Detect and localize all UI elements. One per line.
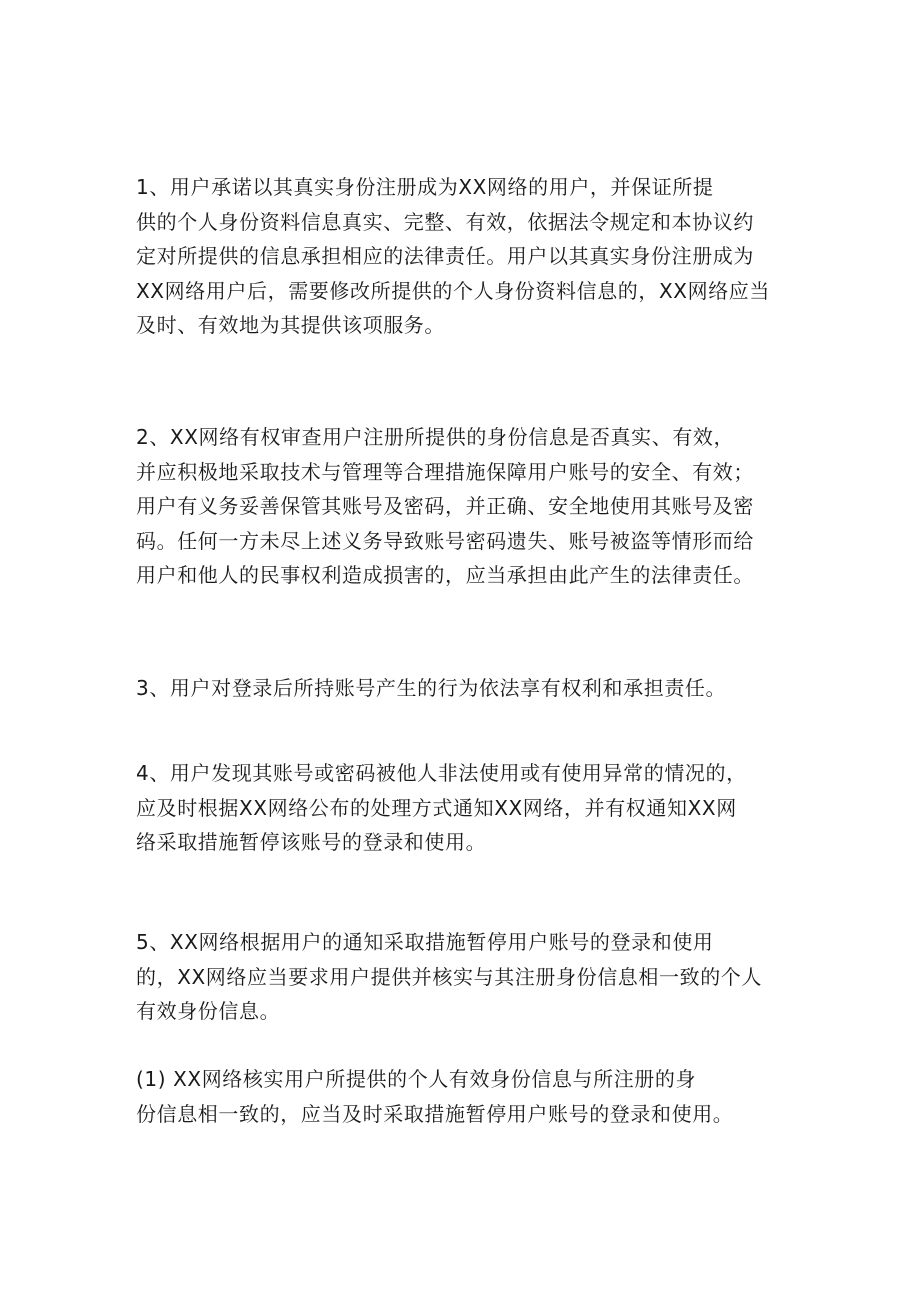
paragraph-2 — [136, 420, 788, 593]
paragraph-1-line: 1、用户承诺以其真实身份注册成为XX网络的用户，并保证所提 — [136, 175, 714, 199]
paragraph-2-line: 码。任何一方未尽上述义务导致账号密码遗失、账号被盗等情形而给 — [136, 528, 754, 553]
paragraph-1-line: 供的个人身份资料信息真实、完整、有效，依据法令规定和本协议约 — [136, 209, 754, 234]
paragraph-6-line: 份信息相一致的，应当及时采取措施暂停用户账号的登录和使用。 — [136, 1101, 734, 1126]
paragraph-5 — [136, 925, 788, 1029]
paragraph-1-line: 及时、有效地为其提供该项服务。 — [136, 313, 445, 337]
paragraph-4-line: 络采取措施暂停该账号的登录和使用。 — [136, 830, 487, 854]
paragraph-5-line: 5、XX网络根据用户的通知采取措施暂停用户账号的登录和使用 — [136, 930, 714, 954]
paragraph-3 — [136, 671, 788, 706]
paragraph-5-line: 有效身份信息。 — [136, 999, 281, 1023]
paragraph-2-line: 用户和他人的民事权利造成损害的，应当承担由此产生的法律责任。 — [136, 563, 754, 587]
paragraph-4 — [136, 756, 788, 860]
paragraph-6 — [136, 1062, 788, 1131]
paragraph-1 — [136, 170, 788, 343]
paragraph-4-line: 4、用户发现其账号或密码被他人非法使用或有使用异常的情况的， — [136, 761, 747, 785]
paragraph-1-line: 定对所提供的信息承担相应的法律责任。用户以其真实身份注册成为 — [136, 244, 754, 268]
paragraph-2-line: 2、XX网络有权审查用户注册所提供的身份信息是否真实、有效， — [136, 425, 735, 449]
paragraph-4-line: 应及时根据XX网络公布的处理方式通知XX网络，并有权通知XX网 — [136, 795, 737, 820]
paragraph-5-line: 的，XX网络应当要求用户提供并核实与其注册身份信息相一致的个人 — [136, 964, 763, 989]
paragraph-6-line: (1) XX网络核实用户所提供的个人有效身份信息与所注册的身 — [136, 1067, 697, 1091]
paragraph-2-line: 用户有义务妥善保管其账号及密码，并正确、安全地使用其账号及密 — [136, 494, 754, 518]
paragraph-2-line: 并应积极地采取技术与管理等合理措施保障用户账号的安全、有效； — [136, 459, 754, 484]
paragraph-3-line: 3、用户对登录后所持账号产生的行为依法享有权利和承担责任。 — [136, 676, 727, 700]
paragraph-1-line: XX网络用户后，需要修改所提供的个人身份资料信息的，XX网络应当 — [136, 278, 771, 303]
